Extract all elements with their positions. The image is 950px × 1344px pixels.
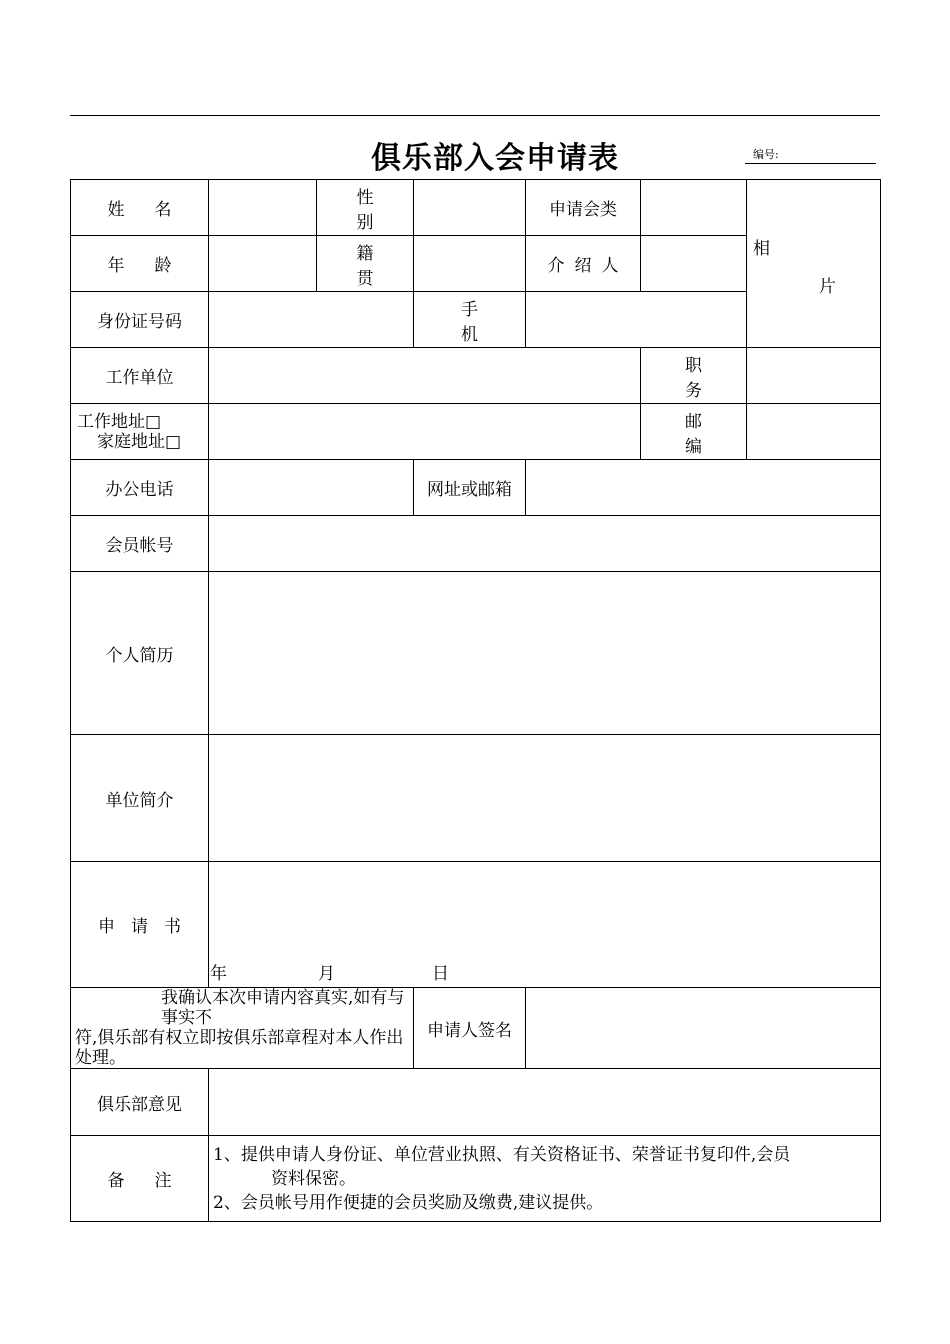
remarks-label: 备注 [71, 1136, 209, 1222]
native-place-field[interactable] [414, 236, 526, 292]
gender-label: 性别 [317, 180, 414, 236]
member-account-field[interactable] [209, 516, 881, 572]
introducer-label: 介绍人 [526, 236, 641, 292]
top-rule [70, 115, 880, 116]
date-year-label: 年 [210, 964, 227, 984]
name-field[interactable] [209, 180, 317, 236]
office-phone-label: 办公电话 [71, 460, 209, 516]
id-number-field[interactable] [209, 292, 414, 348]
mobile-field[interactable] [526, 292, 747, 348]
club-opinion-label: 俱乐部意见 [71, 1069, 209, 1136]
website-email-field[interactable] [526, 460, 881, 516]
member-type-label: 申请会类 [526, 180, 641, 236]
address-type-label [71, 404, 209, 460]
work-unit-field[interactable] [209, 348, 641, 404]
applicant-signature-label: 申请人签名 [414, 988, 526, 1069]
work-unit-label: 工作单位 [71, 348, 209, 404]
club-opinion-field[interactable] [209, 1069, 881, 1136]
id-number-label: 身份证号码 [71, 292, 209, 348]
declaration-text [71, 988, 414, 1069]
postcode-field[interactable] [747, 404, 881, 460]
application-letter-label: 申请书 [71, 862, 209, 988]
remark-item-2: 2、会员帐号用作便捷的会员奖励及缴费,建议提供。 [213, 1192, 604, 1213]
resume-label: 个人简历 [71, 572, 209, 735]
unit-intro-label: 单位简介 [71, 735, 209, 862]
serial-label: 编号: [753, 148, 779, 161]
date-line [210, 959, 880, 984]
form-title: 俱乐部入会申请表 [371, 141, 619, 176]
position-label: 职务 [641, 348, 747, 404]
address-field[interactable] [209, 404, 641, 460]
declaration-line-1: 我确认本次申请内容真实,如有与事实不 [161, 988, 405, 1028]
position-field[interactable] [747, 348, 881, 404]
photo-box[interactable] [747, 180, 881, 348]
application-letter-field[interactable] [209, 862, 881, 988]
remark-item-1: 1、提供申请人身份证、单位营业执照、有关资格证书、荣誉证书复印件,会员 [213, 1144, 791, 1165]
photo-label-2: 片 [819, 277, 836, 297]
name-label: 姓名 [71, 180, 209, 236]
member-type-field[interactable] [641, 180, 747, 236]
declaration-line-2: 符,俱乐部有权立即按俱乐部章程对本人作出处理。 [75, 1028, 404, 1068]
remark-item-1-cont: 资料保密。 [271, 1168, 356, 1189]
age-label: 年龄 [71, 236, 209, 292]
photo-label-1: 相 [753, 239, 770, 259]
office-phone-field[interactable] [209, 460, 414, 516]
serial-number-field[interactable] [745, 146, 876, 164]
introducer-field[interactable] [641, 236, 747, 292]
application-form-table [70, 179, 881, 1222]
work-address-option[interactable]: 工作地址□ [77, 411, 162, 432]
date-month-label: 月 [318, 964, 335, 984]
mobile-label: 手机 [414, 292, 526, 348]
applicant-signature-field[interactable] [526, 988, 881, 1069]
gender-field[interactable] [414, 180, 526, 236]
age-field[interactable] [209, 236, 317, 292]
home-address-option[interactable]: 家庭地址□ [97, 431, 182, 452]
date-day-label: 日 [432, 964, 449, 984]
resume-field[interactable] [209, 572, 881, 735]
remarks-content [209, 1136, 881, 1222]
native-place-label: 籍贯 [317, 236, 414, 292]
member-account-label: 会员帐号 [71, 516, 209, 572]
postcode-label: 邮编 [641, 404, 747, 460]
website-email-label: 网址或邮箱 [414, 460, 526, 516]
unit-intro-field[interactable] [209, 735, 881, 862]
